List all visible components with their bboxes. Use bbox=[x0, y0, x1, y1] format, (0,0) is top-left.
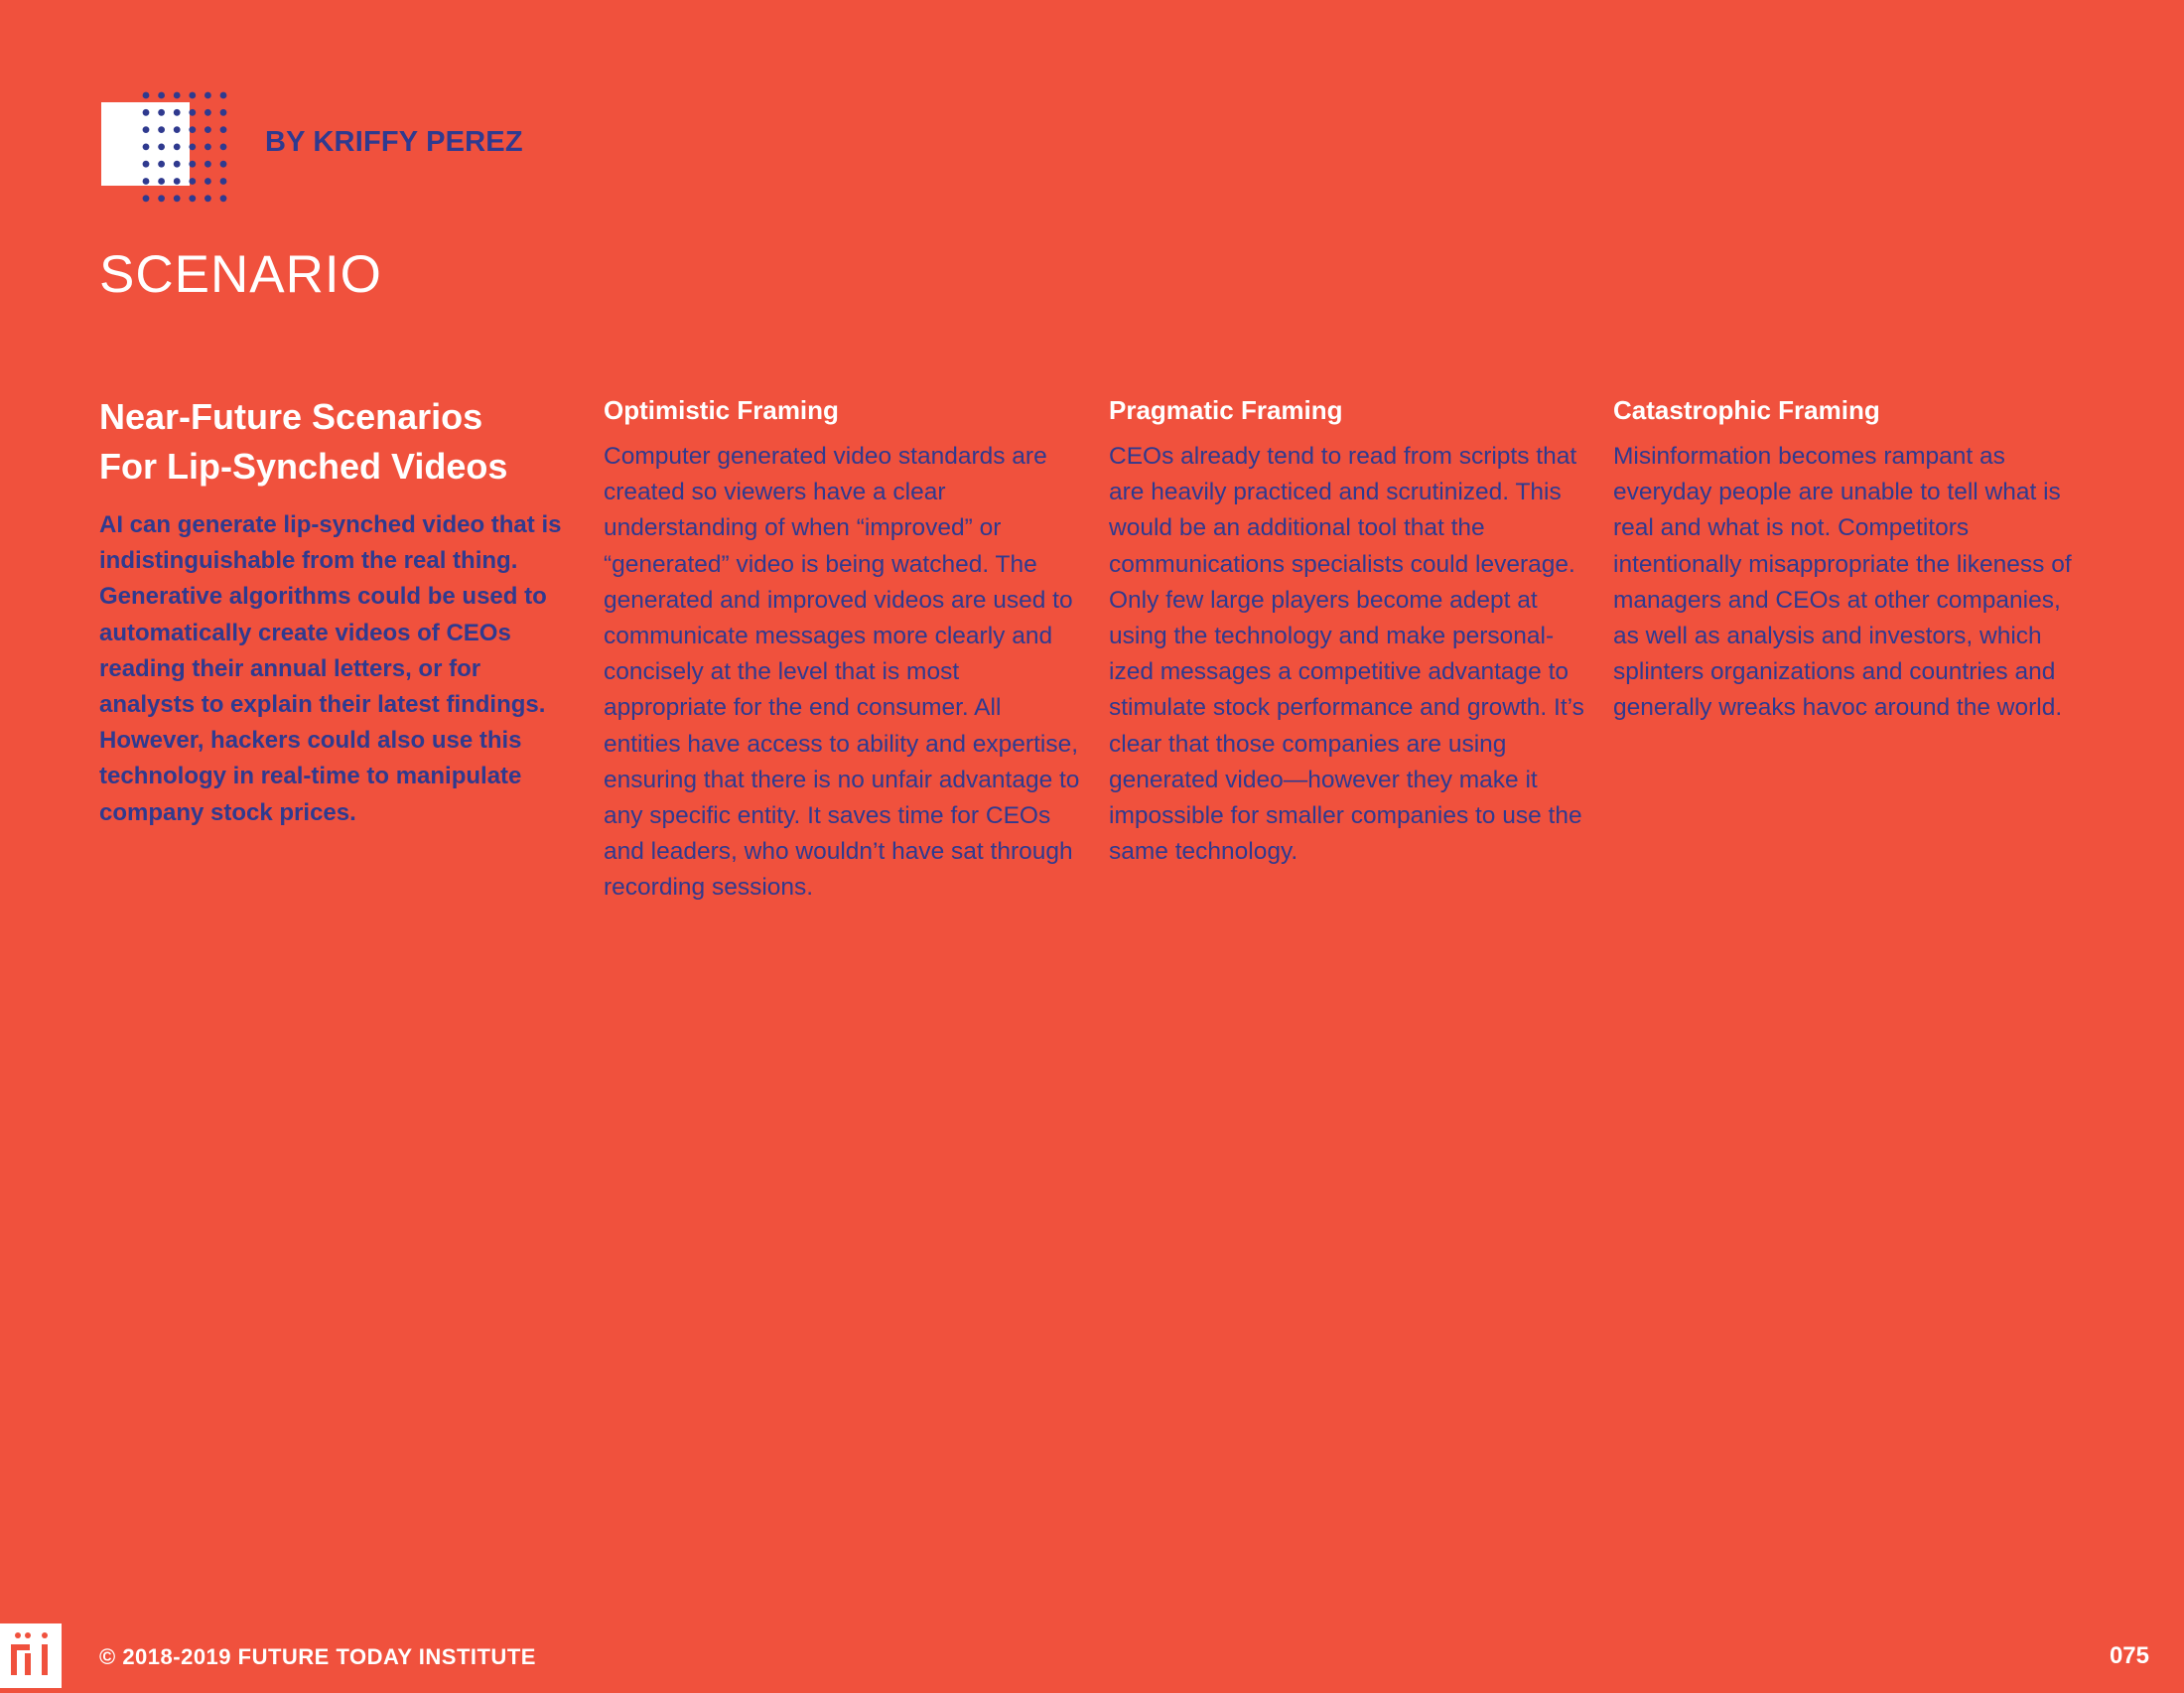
logo-dot bbox=[205, 109, 211, 116]
logo-dot bbox=[189, 161, 196, 168]
logo-dot bbox=[205, 178, 211, 185]
logo-dot bbox=[174, 161, 181, 168]
logo-dot bbox=[220, 195, 227, 202]
logo-dot bbox=[174, 195, 181, 202]
page-number: 075 bbox=[2109, 1642, 2149, 1669]
logo-dot bbox=[174, 92, 181, 99]
logo-dot bbox=[220, 178, 227, 185]
logo-dot bbox=[205, 195, 211, 202]
logo-dot bbox=[205, 92, 211, 99]
framing-body: Misinformation becomes rampant as everyday people are unable to tell what is real and what is not. Competitors intentionally misappropriate the likeness of managers and CEOs at other companies, as well as analysis and investors, which splinters organizations and countries and generally wreaks havoc around the world. bbox=[1613, 443, 2072, 722]
logo-dot bbox=[143, 126, 150, 133]
logo-dot bbox=[174, 109, 181, 116]
logo-dot bbox=[158, 92, 165, 99]
logo-dot bbox=[158, 161, 165, 168]
pragmatic-framing-column bbox=[1109, 390, 1585, 870]
logo-dot bbox=[174, 126, 181, 133]
logo-dot bbox=[143, 92, 150, 99]
framing-body: Computer generated video standards are created so viewers have a clear understanding of when “improved” or “generated” video is being watched. The generated and improved videos are used to communicate messages more clearly and concisely at the level that is most appropriate for the end consumer. All entities have access to ability and expertise, ensuring that there is no unfair advantage to any specific entity. It saves time for CEOs and leaders, who wouldn’t have sat through recording sessions. bbox=[604, 443, 1080, 902]
logo-dot bbox=[220, 161, 227, 168]
optimistic-framing-column bbox=[604, 390, 1080, 907]
copyright-notice: © 2018-2019 FUTURE TODAY INSTITUTE bbox=[99, 1644, 536, 1669]
framing-body: CEOs already tend to read from scripts that are heavily practiced and scrutinized. This would be an additional tool that the communications specialists could leverage. Only few large players become adept at using the technology and make personalized messages a competitive advantage to stimulate stock performance and growth. It’s clear that those companies are using generated video—however they make it impossible for smaller companies to use the same technology. bbox=[1109, 443, 1584, 866]
logo-dot bbox=[143, 109, 150, 116]
logo-dot bbox=[158, 178, 165, 185]
logo-dot bbox=[205, 161, 211, 168]
catastrophic-framing-column bbox=[1613, 390, 2090, 727]
logo-dot bbox=[143, 144, 150, 151]
dot-grid-square-icon bbox=[101, 91, 240, 203]
logo-dot bbox=[220, 92, 227, 99]
logo-dot bbox=[189, 178, 196, 185]
logo-dot bbox=[158, 126, 165, 133]
logo-dot bbox=[205, 144, 211, 151]
logo-dot bbox=[143, 161, 150, 168]
logo-dot bbox=[143, 195, 150, 202]
intro-column bbox=[99, 390, 576, 831]
intro-body: AI can generate lip-synched video that is indistinguishable from the real thing. Generative algorithms could be used to automatically create videos of CEOs reading their annual letters, or for analysts to explain their latest findings. However, hackers could also use this technology in real-time to manipulate company stock prices. bbox=[99, 511, 562, 826]
logo-dot bbox=[174, 178, 181, 185]
logo-dot bbox=[189, 144, 196, 151]
section-title: SCENARIO bbox=[99, 245, 382, 304]
intro-heading-line: For Lip-Synched Videos bbox=[99, 446, 508, 487]
framing-heading: Catastrophic Framing bbox=[1613, 395, 1880, 425]
logo-dot bbox=[189, 92, 196, 99]
logo-dot bbox=[174, 144, 181, 151]
logo-dot bbox=[220, 144, 227, 151]
fti-logo-icon bbox=[0, 1623, 62, 1688]
logo-dot bbox=[158, 144, 165, 151]
logo-dot bbox=[189, 195, 196, 202]
logo-dot bbox=[189, 126, 196, 133]
logo-dot bbox=[158, 109, 165, 116]
logo-dot bbox=[205, 126, 211, 133]
author-byline: BY KRIFFY PEREZ bbox=[265, 126, 523, 158]
intro-heading-line: Near-Future Scenarios bbox=[99, 396, 483, 437]
logo-dot bbox=[220, 126, 227, 133]
intro-heading bbox=[99, 392, 576, 492]
logo-dot bbox=[143, 178, 150, 185]
framing-heading: Pragmatic Framing bbox=[1109, 395, 1343, 425]
logo-dot bbox=[220, 109, 227, 116]
logo-dot bbox=[189, 109, 196, 116]
logo-dot bbox=[158, 195, 165, 202]
framing-heading: Optimistic Framing bbox=[604, 395, 839, 425]
